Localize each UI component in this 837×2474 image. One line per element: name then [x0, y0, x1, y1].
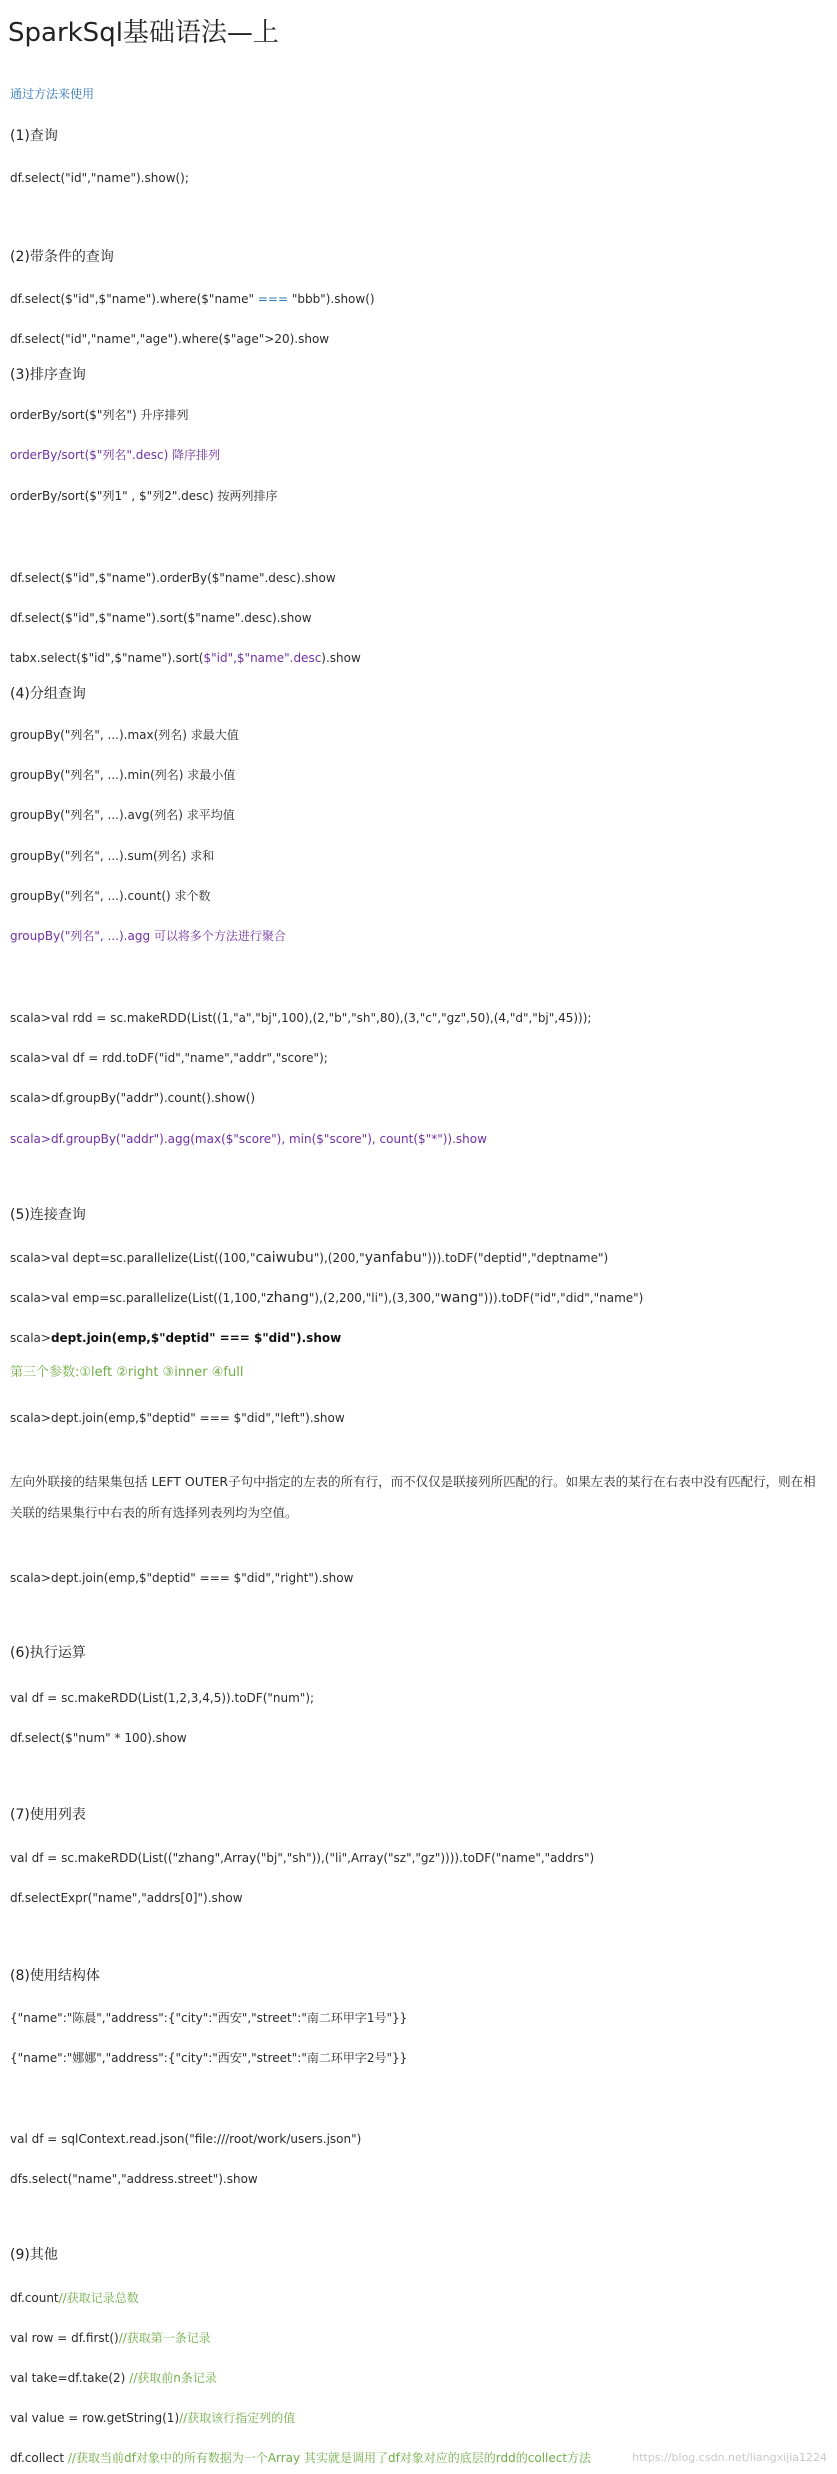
code-text: "),(200," [313, 1251, 365, 1265]
section-heading-other: (9)其他 [10, 2247, 58, 2263]
code-text: val row = df.first() [10, 2331, 119, 2345]
code-text: zhang [266, 1290, 309, 1306]
code-comment: //获取前n条记录 [129, 2371, 217, 2385]
code-text: tabx.select($"id",$"name").sort( [10, 651, 204, 665]
code-line: orderBy/sort($"列1" , $"列2".desc) 按两列排序 [10, 489, 278, 503]
section-heading-sort-query: (3)排序查询 [10, 367, 86, 383]
code-bold: dept.join(emp,$"deptid" === $"did").show [50, 1331, 342, 1345]
code-line: df.selectExpr("name","addrs[0]").show [10, 1891, 243, 1905]
code-text: val value = row.getString(1) [10, 2411, 180, 2425]
code-text: df.count [10, 2291, 59, 2305]
code-line: val df = sqlContext.read.json("file:///root/work/users.json") [10, 2132, 362, 2146]
code-line: groupBy("列名", ...).avg(列名) 求平均值 [10, 808, 235, 822]
join-types-note: 第三个参数:①left ②right ③inner ④full [10, 1365, 244, 1380]
code-line: groupBy("列名", ...).min(列名) 求最小值 [10, 768, 236, 782]
code-line: scala>dept.join(emp,$"deptid" === $"did","left").show [10, 1411, 345, 1425]
code-line: groupBy("列名", ...).sum(列名) 求和 [10, 849, 215, 863]
code-comment: //获取当前df对象中的所有数据为一个Array 其实就是调用了df对象对应的底层的rdd的collect方法 [67, 2451, 592, 2465]
code-text: "),(2,200,"li"),(3,300," [308, 1291, 441, 1305]
code-line: scala>dept.join(emp,$"deptid" === $"did","right").show [10, 1571, 354, 1585]
code-line: val df = sc.makeRDD(List(("zhang",Array("bj","sh")),("li",Array("sz","gz")))).toDF("name","addrs") [10, 1851, 595, 1865]
code-line [10, 2290, 139, 2306]
section-heading-join-query: (5)连接查询 [10, 1207, 86, 1223]
code-text: scala> [10, 1331, 51, 1345]
section-heading-conditional-query: (2)带条件的查询 [10, 249, 114, 265]
page-title: SparkSql基础语法—上 [8, 18, 279, 48]
section-heading-struct: (8)使用结构体 [10, 1968, 100, 1984]
intro-link[interactable]: 通过方法来使用 [10, 87, 95, 101]
code-line [10, 2330, 211, 2346]
code-text: yanfabu [364, 1250, 422, 1266]
code-text: "bbb").show() [288, 292, 375, 306]
code-line: df.select($"id",$"name").orderBy($"name".desc).show [10, 571, 336, 585]
code-line [10, 291, 375, 307]
code-text: wang [440, 1290, 479, 1306]
code-text: "))).toDF("id","did","name") [478, 1291, 644, 1305]
code-line [10, 1330, 341, 1346]
code-line: scala>val rdd = sc.makeRDD(List((1,"a","bj",100),(2,"b","sh",80),(3,"c","gz",50),(4,"d","bj",45))); [10, 1011, 592, 1025]
code-text: ).show [321, 651, 361, 665]
code-line [10, 2370, 217, 2386]
section-heading-group-query: (4)分组查询 [10, 686, 86, 702]
code-line: df.select("id","name","age").where($"age">20).show [10, 332, 330, 346]
code-line [10, 1250, 608, 1266]
code-highlight: $"id",$"name".desc [203, 651, 322, 665]
code-line: groupBy("列名", ...).agg 可以将多个方法进行聚合 [10, 929, 286, 943]
code-line [10, 1290, 643, 1306]
code-line: scala>df.groupBy("addr").count().show() [10, 1091, 256, 1105]
code-text: df.collect [10, 2451, 68, 2465]
blog-watermark: https://blog.csdn.net/liangxijia1224 [632, 2451, 827, 2464]
code-line [10, 650, 361, 666]
code-line: val df = sc.makeRDD(List(1,2,3,4,5)).toDF("num"); [10, 1691, 315, 1705]
code-text: caiwubu [255, 1250, 314, 1266]
code-line: orderBy/sort($"列名") 升序排列 [10, 408, 189, 422]
code-line: df.select("id","name").show(); [10, 171, 189, 185]
code-line: df.select($"id",$"name").sort($"name".desc).show [10, 611, 312, 625]
code-text: scala>val emp=sc.parallelize(List((1,100," [10, 1291, 267, 1305]
code-comment: //获取该行指定列的值 [179, 2411, 296, 2425]
json-line: {"name":"陈晨","address":{"city":"西安","street":"南二环甲字1号"}} [10, 2011, 408, 2025]
code-comment: //获取记录总数 [58, 2291, 139, 2305]
code-text: scala>val dept=sc.parallelize(List((100," [10, 1251, 256, 1265]
code-line [10, 2410, 295, 2426]
code-line: df.select($"num" * 100).show [10, 1731, 187, 1745]
code-line: scala>val df = rdd.toDF("id","name","addr","score"); [10, 1051, 328, 1065]
code-line: dfs.select("name","address.street").show [10, 2172, 258, 2186]
code-line: groupBy("列名", ...).count() 求个数 [10, 889, 211, 903]
code-text: "))).toDF("deptid","deptname") [421, 1251, 609, 1265]
section-heading-list: (7)使用列表 [10, 1807, 86, 1823]
json-line: {"name":"娜娜","address":{"city":"西安","street":"南二环甲字2号"}} [10, 2051, 408, 2065]
code-operator: === [257, 292, 288, 306]
code-line [10, 2450, 591, 2466]
code-comment: //获取第一条记录 [118, 2331, 211, 2345]
code-line: orderBy/sort($"列名".desc) 降序排列 [10, 448, 221, 462]
section-heading-query: (1)查询 [10, 128, 58, 144]
section-heading-compute: (6)执行运算 [10, 1645, 86, 1661]
code-text: df.select($"id",$"name").where($"name" [10, 292, 258, 306]
code-line: scala>df.groupBy("addr").agg(max($"score"), min($"score"), count($"*")).show [10, 1132, 487, 1146]
code-line: groupBy("列名", ...).max(列名) 求最大值 [10, 728, 239, 742]
left-join-explanation: 左向外联接的结果集包括 LEFT OUTER子句中指定的左表的所有行，而不仅仅是联接列所匹配的行。如果左表的某行在右表中没有匹配行，则在相关联的结果集行中右表的所有选择列表列均为空值。 [10, 1474, 816, 1520]
code-text: val take=df.take(2) [10, 2371, 130, 2385]
